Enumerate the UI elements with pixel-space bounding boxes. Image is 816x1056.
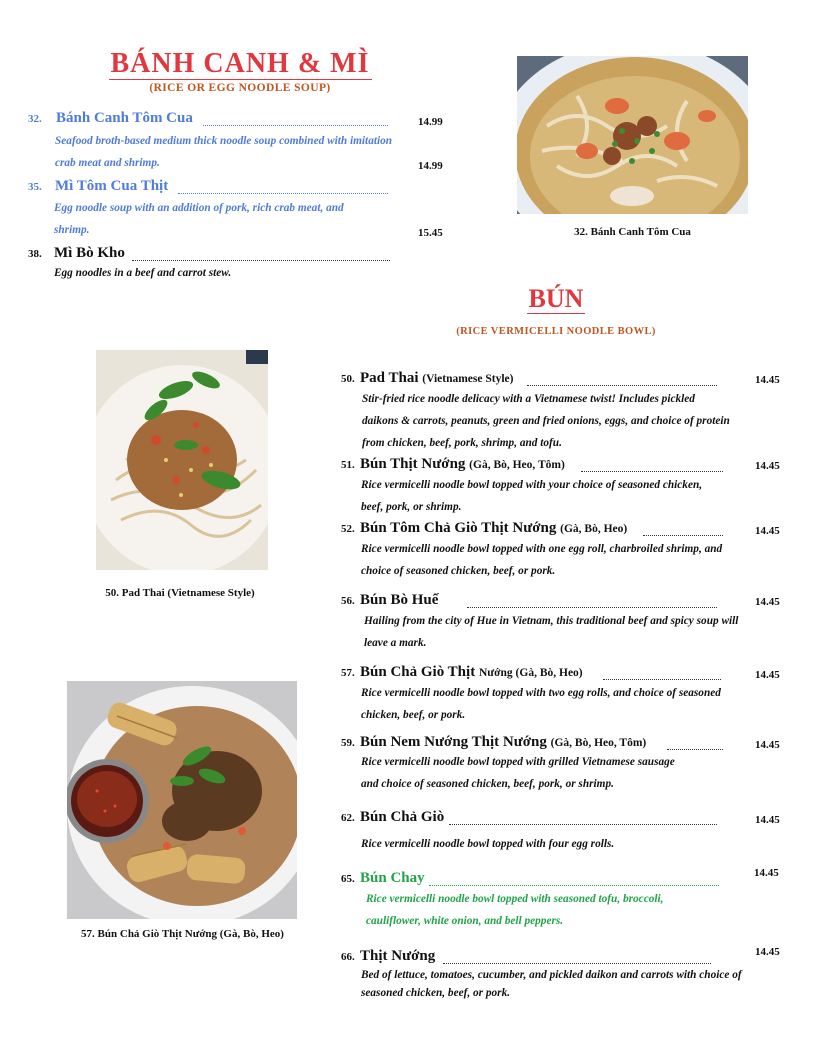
dot-leader — [443, 962, 711, 964]
item-name: Mì Tôm Cua Thịt — [55, 178, 169, 194]
item-price: 14.45 — [754, 867, 779, 879]
item-name: Pad Thai (Vietnamese Style) — [360, 370, 514, 386]
dot-leader — [527, 384, 717, 386]
photo-caption: 57. Bún Chả Giò Thịt Nướng (Gà, Bò, Heo) — [81, 928, 284, 940]
item-name: Bún Nem Nướng Thịt Nướng (Gà, Bò, Heo, Tôm) — [360, 734, 647, 750]
item-price: 14.99 — [418, 116, 443, 128]
item-number: 38. — [28, 248, 42, 260]
item-description: Stir-fried rice noodle delicacy with a Vietnamese twist! Includes pickled daikons & carrots, peanuts, green and fried onions, eggs, and choice of protein from chicken, beef, pork, shrimp, and tofu. — [362, 393, 730, 449]
item-number: 50. — [341, 373, 355, 385]
item-number: 62. — [341, 812, 355, 824]
item-description: Rice vermicelli noodle bowl topped with two egg rolls, and choice of seasoned chicken, beef, or pork. — [361, 687, 721, 721]
item-description: Egg noodles in a beef and carrot stew. — [54, 267, 232, 279]
photo-caption: 50. Pad Thai (Vietnamese Style) — [105, 587, 255, 599]
dot-leader — [178, 192, 388, 194]
item-price: 14.45 — [755, 946, 780, 958]
dot-leader — [132, 259, 390, 261]
item-description: Egg noodle soup with an addition of pork, rich crab meat, and shrimp. — [54, 202, 344, 236]
item-name: Bún Tôm Chả Giò Thịt Nướng (Gà, Bò, Heo) — [360, 520, 628, 536]
dot-leader — [603, 678, 721, 680]
item-description: Rice vermicelli noodle bowl topped with grilled Vietnamese sausage and choice of seasoned chicken, beef, pork, or shrimp. — [361, 756, 675, 790]
item-price: 14.45 — [755, 374, 780, 386]
item-number: 52. — [341, 523, 355, 535]
item-description: Rice vermicelli noodle bowl topped with your choice of seasoned chicken, beef, pork, or shrimp. — [361, 479, 703, 513]
item-price: 14.99 — [418, 160, 443, 172]
item-name: Bánh Canh Tôm Cua — [56, 110, 193, 126]
item-price: 14.45 — [755, 669, 780, 681]
item-description: Bed of lettuce, tomatoes, cucumber, and pickled daikon and carrots with choice of seasoned chicken, beef, or pork. — [361, 969, 742, 999]
item-number: 56. — [341, 595, 355, 607]
item-number: 51. — [341, 459, 355, 471]
item-name: Bún Chả Giò Thịt Nướng (Gà, Bò, Heo) — [360, 664, 583, 680]
pad-thai-image — [96, 350, 268, 570]
bun-cha-gio-image — [67, 681, 297, 919]
item-price: 14.45 — [755, 596, 780, 608]
dot-leader — [203, 124, 388, 126]
item-price: 14.45 — [755, 460, 780, 472]
item-price: 14.45 — [755, 739, 780, 751]
photo-pad-thai — [96, 350, 268, 570]
item-number: 65. — [341, 873, 355, 885]
item-description: Rice vermicelli noodle bowl topped with one egg roll, charbroiled shrimp, and choice of seasoned chicken, beef, or pork. — [361, 543, 723, 577]
dot-leader — [429, 884, 719, 886]
item-price: 14.45 — [755, 814, 780, 826]
item-name: Mì Bò Kho — [54, 245, 125, 261]
item-description: Seafood broth-based medium thick noodle soup combined with imitation crab meat and shrimp. — [55, 135, 393, 169]
item-name: Bún Chả Giò — [360, 809, 445, 825]
item-name: Bún Bò Huế — [360, 592, 439, 608]
item-name: Bún Thịt Nướng (Gà, Bò, Heo, Tôm) — [360, 456, 565, 472]
section-subtitle-bun: (RICE VERMICELLI NOODLE BOWL) — [456, 326, 656, 337]
dot-leader — [643, 534, 723, 536]
photo-caption: 32. Bánh Canh Tôm Cua — [574, 226, 691, 238]
section-title-bun: BÚN — [528, 284, 584, 313]
item-number: 66. — [341, 951, 355, 963]
section-subtitle-banh-canh: (RICE OR EGG NOODLE SOUP) — [149, 82, 331, 94]
item-description: Rice vermicelli noodle bowl topped with four egg rolls. — [361, 838, 615, 850]
item-number: 59. — [341, 737, 355, 749]
photo-bun-cha-gio — [67, 681, 297, 919]
item-number: 35. — [28, 181, 42, 193]
item-price: 15.45 — [418, 227, 443, 239]
item-number: 32. — [28, 113, 42, 125]
dot-leader — [581, 470, 723, 472]
dot-leader — [467, 606, 717, 608]
item-name: Bún Chay — [360, 870, 425, 886]
dot-leader — [667, 748, 723, 750]
item-description: Rice vermicelli noodle bowl topped with seasoned tofu, broccoli, cauliflower, white onion, and bell peppers. — [366, 893, 664, 927]
item-description: Hailing from the city of Hue in Vietnam, this traditional beef and spicy soup will leave a mark. — [364, 615, 739, 649]
dot-leader — [449, 823, 717, 825]
section-title-banh-canh: BÁNH CANH & MÌ — [110, 48, 370, 79]
photo-banh-canh-tom-cua — [517, 56, 748, 214]
item-number: 57. — [341, 667, 355, 679]
soup-bowl-image — [517, 56, 748, 214]
item-name: Thịt Nướng — [360, 948, 436, 964]
item-price: 14.45 — [755, 525, 780, 537]
